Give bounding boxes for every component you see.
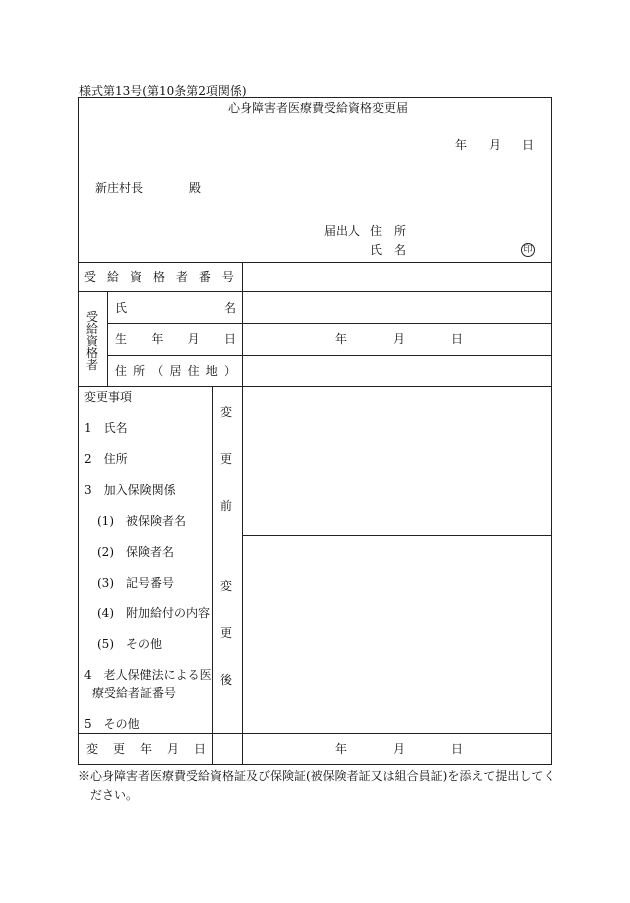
- change-items-heading: 変更事項: [84, 390, 133, 404]
- divider: [212, 386, 213, 765]
- header-day: 日: [522, 138, 535, 152]
- divider: [107, 355, 552, 356]
- divider: [242, 262, 243, 387]
- change-sub-item: (5) その他: [97, 637, 162, 651]
- change-date-month: 月: [393, 742, 406, 756]
- form-number: 様式第13号(第10条第2項関係): [79, 84, 247, 98]
- applicant-name-label: 氏 名: [370, 243, 407, 257]
- divider: [242, 386, 243, 765]
- form-title: 心身障害者医療費受給資格変更届: [228, 101, 409, 115]
- divider: [107, 323, 552, 324]
- divider: [242, 535, 552, 536]
- change-date-label: 変 更 年 月 日: [86, 742, 206, 756]
- change-sub-item: (1) 被保険者名: [97, 514, 186, 528]
- header-month: 月: [489, 138, 502, 152]
- applicant-label: 届出人: [324, 224, 361, 238]
- divider: [107, 291, 108, 387]
- name-label: 氏 名: [115, 301, 236, 315]
- beneficiary-group-label: 受 給 資 格 者: [85, 310, 98, 372]
- birthdate-year: 年: [335, 332, 348, 346]
- change-item: 療受給者証番号: [92, 686, 177, 700]
- change-item: 5 その他: [84, 717, 140, 731]
- change-sub-item: (3) 記号番号: [97, 576, 174, 590]
- before-label: 変 更 前: [219, 405, 232, 513]
- after-label: 変 更 後: [219, 579, 232, 687]
- divider: [78, 291, 552, 292]
- change-sub-item: (2) 保険者名: [97, 545, 174, 559]
- applicant-address-label: 住 所: [370, 224, 407, 238]
- birthdate-day: 日: [451, 332, 464, 346]
- change-date-year: 年: [335, 742, 348, 756]
- change-item: 1 氏名: [84, 421, 128, 435]
- addressee: 新庄村長: [95, 181, 144, 195]
- address-label: 住 所 （ 居 住 地 ）: [115, 364, 236, 378]
- change-item: 2 住所: [84, 452, 128, 466]
- change-sub-item: (4) 附加給付の内容: [97, 606, 210, 620]
- seal-mark: 印: [521, 243, 535, 257]
- change-item: 3 加入保険関係: [84, 483, 176, 497]
- birthdate-month: 月: [393, 332, 406, 346]
- divider: [78, 386, 552, 387]
- form-frame: [78, 97, 552, 765]
- birthdate-label: 生 年 月 日: [115, 332, 236, 346]
- honorific: 殿: [189, 181, 202, 195]
- footnote: ※心身障害者医療費受給資格証及び保険証(被保険者証又は組合員証)を添えて提出してく: [78, 769, 556, 783]
- footnote-continued: ださい。: [90, 788, 139, 802]
- change-item: 4 老人保健法による医: [84, 668, 212, 682]
- divider: [78, 733, 552, 734]
- change-date-day: 日: [451, 742, 464, 756]
- divider: [78, 262, 552, 263]
- certificate-number-label: 受 給 資 格 者 番 号: [84, 270, 234, 284]
- header-year: 年: [455, 138, 468, 152]
